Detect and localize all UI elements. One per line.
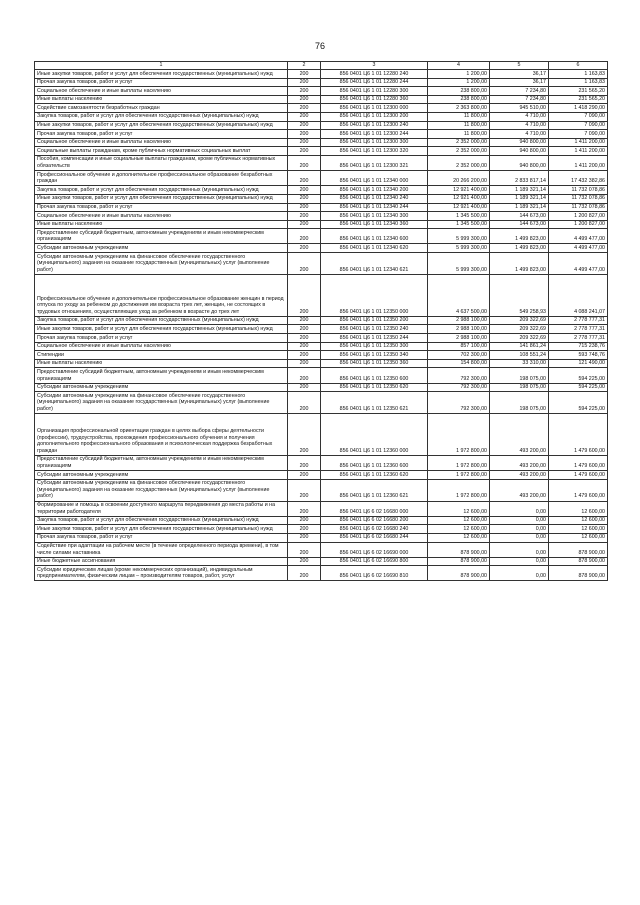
row-name: Закупка товаров, работ и услуг для обеспечения государственных (муниципальных) нужд (35, 112, 288, 121)
row-chapter: 200 (288, 186, 321, 195)
row-budget-code: 856 0401 Ц6 1 01 12300 300 (321, 138, 428, 147)
row-budget-code: 856 0401 Ц6 1 01 12350 340 (321, 351, 428, 360)
table-row (35, 542, 608, 557)
row-executed-amount: 1 189 321,14 (490, 186, 549, 195)
row-remaining-amount: 1 163,83 (549, 78, 608, 87)
row-remaining-amount: 11 732 078,86 (549, 186, 608, 195)
row-chapter: 200 (288, 212, 321, 221)
row-remaining-amount: 594 225,00 (549, 392, 608, 414)
table-row (35, 112, 608, 121)
row-chapter: 200 (288, 78, 321, 87)
row-executed-amount: 198 075,00 (490, 392, 549, 414)
row-budget-code: 856 0401 Ц6 1 01 12360 000 (321, 413, 428, 455)
row-planned-amount: 1 200,00 (428, 70, 490, 79)
row-remaining-amount: 1 479 600,00 (549, 455, 608, 470)
row-executed-amount: 0,00 (490, 525, 549, 534)
row-executed-amount: 1 189 321,14 (490, 203, 549, 212)
table-row (35, 471, 608, 480)
row-budget-code: 856 0401 Ц6 6 02 16680 200 (321, 516, 428, 525)
table-row (35, 351, 608, 360)
row-chapter: 200 (288, 383, 321, 392)
row-chapter: 200 (288, 516, 321, 525)
row-planned-amount: 792 300,00 (428, 368, 490, 383)
row-name: Субсидии автономным учреждениям (35, 383, 288, 392)
row-planned-amount: 11 800,00 (428, 121, 490, 130)
table-row (35, 253, 608, 275)
row-chapter: 200 (288, 70, 321, 79)
row-planned-amount: 238 800,00 (428, 87, 490, 96)
row-remaining-amount: 594 225,00 (549, 368, 608, 383)
row-remaining-amount: 4 499 477,00 (549, 253, 608, 275)
row-executed-amount: 940 800,00 (490, 138, 549, 147)
row-executed-amount: 209 322,69 (490, 316, 549, 325)
row-chapter: 200 (288, 479, 321, 501)
row-budget-code: 856 0401 Ц6 1 01 12340 621 (321, 253, 428, 275)
table-row (35, 203, 608, 212)
column-header: 4 (428, 62, 490, 70)
row-remaining-amount: 4 499 477,00 (549, 229, 608, 244)
row-name: Предоставление субсидий бюджетным, автономным учреждениям и иным некоммерческим организациям (35, 455, 288, 470)
row-budget-code: 856 0401 Ц6 1 01 12280 244 (321, 78, 428, 87)
row-budget-code: 856 0401 Ц6 1 01 12340 600 (321, 229, 428, 244)
row-budget-code: 856 0401 Ц6 6 02 16680 244 (321, 533, 428, 542)
row-remaining-amount: 12 600,00 (549, 525, 608, 534)
row-remaining-amount: 1 479 600,00 (549, 479, 608, 501)
row-budget-code: 856 0401 Ц6 1 01 12340 620 (321, 244, 428, 253)
row-chapter: 200 (288, 334, 321, 343)
row-chapter: 200 (288, 392, 321, 414)
table-row (35, 413, 608, 455)
row-chapter: 200 (288, 351, 321, 360)
row-budget-code: 856 0401 Ц6 6 02 16680 240 (321, 525, 428, 534)
table-row (35, 130, 608, 139)
row-name: Субсидии автономным учреждениям (35, 244, 288, 253)
row-remaining-amount: 7 090,00 (549, 121, 608, 130)
column-header: 6 (549, 62, 608, 70)
table-row (35, 525, 608, 534)
row-executed-amount: 493 200,00 (490, 455, 549, 470)
row-executed-amount: 144 673,00 (490, 220, 549, 229)
row-remaining-amount: 1 411 200,00 (549, 138, 608, 147)
row-chapter: 200 (288, 359, 321, 368)
row-budget-code: 856 0401 Ц6 6 02 16690 000 (321, 542, 428, 557)
row-budget-code: 856 0401 Ц6 1 01 12350 621 (321, 392, 428, 414)
table-row (35, 334, 608, 343)
table-row (35, 78, 608, 87)
row-name: Закупка товаров, работ и услуг для обеспечения государственных (муниципальных) нужд (35, 186, 288, 195)
row-budget-code: 856 0401 Ц6 1 01 12300 200 (321, 112, 428, 121)
row-planned-amount: 4 637 500,00 (428, 274, 490, 316)
row-budget-code: 856 0401 Ц6 1 01 12350 600 (321, 368, 428, 383)
row-executed-amount: 1 189 321,14 (490, 194, 549, 203)
table-row (35, 147, 608, 156)
table-row (35, 383, 608, 392)
row-budget-code: 856 0401 Ц6 1 01 12300 000 (321, 104, 428, 113)
row-executed-amount: 144 673,00 (490, 212, 549, 221)
row-remaining-amount: 1 418 290,00 (549, 104, 608, 113)
row-planned-amount: 5 999 300,00 (428, 244, 490, 253)
row-name: Формирование и помощь в освоении доступного маршрута передвижения до места работы и на территории работодателя (35, 501, 288, 516)
row-remaining-amount: 1 200 827,00 (549, 220, 608, 229)
row-planned-amount: 238 800,00 (428, 95, 490, 104)
row-budget-code: 856 0401 Ц6 1 01 12350 620 (321, 383, 428, 392)
table-row (35, 516, 608, 525)
row-planned-amount: 1 345 500,00 (428, 220, 490, 229)
row-budget-code: 856 0401 Ц6 1 01 12280 300 (321, 87, 428, 96)
row-planned-amount: 2 363 800,00 (428, 104, 490, 113)
table-row (35, 155, 608, 170)
row-executed-amount: 36,17 (490, 78, 549, 87)
row-remaining-amount: 12 600,00 (549, 501, 608, 516)
row-executed-amount: 198 075,00 (490, 368, 549, 383)
row-planned-amount: 1 200,00 (428, 78, 490, 87)
table-row (35, 212, 608, 221)
table-row (35, 87, 608, 96)
row-budget-code: 856 0401 Ц6 1 01 12350 244 (321, 334, 428, 343)
row-planned-amount: 2 988 100,00 (428, 316, 490, 325)
table-row (35, 138, 608, 147)
page-number: 76 (314, 41, 325, 51)
row-remaining-amount: 7 090,00 (549, 130, 608, 139)
row-name: Содействие самозанятости безработных граждан (35, 104, 288, 113)
row-planned-amount: 878 900,00 (428, 566, 490, 581)
row-remaining-amount: 1 200 827,00 (549, 212, 608, 221)
table-row (35, 455, 608, 470)
row-chapter: 200 (288, 138, 321, 147)
row-budget-code: 856 0401 Ц6 1 01 12360 620 (321, 471, 428, 480)
row-chapter: 200 (288, 501, 321, 516)
row-executed-amount: 4 710,00 (490, 112, 549, 121)
row-planned-amount: 12 921 400,00 (428, 203, 490, 212)
row-planned-amount: 11 800,00 (428, 130, 490, 139)
table-row (35, 194, 608, 203)
row-chapter: 200 (288, 147, 321, 156)
row-executed-amount: 493 200,00 (490, 479, 549, 501)
row-budget-code: 856 0401 Ц6 1 01 12300 321 (321, 155, 428, 170)
row-chapter: 200 (288, 274, 321, 316)
row-name: Социальное обеспечение и иные выплаты населению (35, 87, 288, 96)
column-header: 1 (35, 62, 288, 70)
row-name: Прочая закупка товаров, работ и услуг (35, 533, 288, 542)
row-chapter: 200 (288, 342, 321, 351)
row-planned-amount: 2 352 000,00 (428, 147, 490, 156)
row-chapter: 200 (288, 95, 321, 104)
row-chapter: 200 (288, 368, 321, 383)
row-chapter: 200 (288, 155, 321, 170)
row-name: Субсидии автономным учреждениям на финансовое обеспечение государственного (муниципального) задания на оказание государственных (муниципальных) услуг (выполнение работ) (35, 479, 288, 501)
row-chapter: 200 (288, 130, 321, 139)
row-remaining-amount: 7 090,00 (549, 112, 608, 121)
row-planned-amount: 20 266 200,00 (428, 171, 490, 186)
row-chapter: 200 (288, 244, 321, 253)
row-planned-amount: 1 972 800,00 (428, 479, 490, 501)
row-chapter: 200 (288, 557, 321, 566)
row-name: Иные выплаты населению (35, 220, 288, 229)
row-name: Иные бюджетные ассигнования (35, 557, 288, 566)
row-planned-amount: 2 988 100,00 (428, 334, 490, 343)
row-chapter: 200 (288, 121, 321, 130)
row-executed-amount: 945 510,00 (490, 104, 549, 113)
table-row (35, 533, 608, 542)
row-executed-amount: 1 499 823,00 (490, 244, 549, 253)
row-planned-amount: 154 800,00 (428, 359, 490, 368)
row-remaining-amount: 121 490,00 (549, 359, 608, 368)
row-chapter: 200 (288, 253, 321, 275)
row-name: Организация профессиональной ориентации граждан в целях выбора сферы деятельности (профессии), трудоустройства, прохождения профессионального обучения и получения дополнительного профессионального образования и психологическая поддержка безработных граждан (35, 413, 288, 455)
budget-table (34, 61, 608, 581)
row-executed-amount: 108 551,24 (490, 351, 549, 360)
row-planned-amount: 878 900,00 (428, 542, 490, 557)
table-row (35, 316, 608, 325)
row-name: Иные закупки товаров, работ и услуг для обеспечения государственных (муниципальных) нужд (35, 70, 288, 79)
row-name: Субсидии юридическим лицам (кроме некоммерческих организаций), индивидуальным предпринимателям, физическим лицам – производителям товаров, работ, услуг (35, 566, 288, 581)
row-planned-amount: 878 900,00 (428, 557, 490, 566)
row-name: Субсидии автономным учреждениям на финансовое обеспечение государственного (муниципального) задания на оказание государственных (муниципальных) услуг (выполнение работ) (35, 253, 288, 275)
row-name: Профессиональное обучение и дополнительное профессиональное образование безработных граждан (35, 171, 288, 186)
row-chapter: 200 (288, 542, 321, 557)
row-executed-amount: 0,00 (490, 566, 549, 581)
row-budget-code: 856 0401 Ц6 1 01 12350 240 (321, 325, 428, 334)
row-remaining-amount: 12 600,00 (549, 516, 608, 525)
row-budget-code: 856 0401 Ц6 1 01 12350 200 (321, 316, 428, 325)
row-planned-amount: 792 300,00 (428, 392, 490, 414)
table-row (35, 479, 608, 501)
row-planned-amount: 2 988 100,00 (428, 325, 490, 334)
table-row (35, 186, 608, 195)
row-budget-code: 856 0401 Ц6 1 01 12340 360 (321, 220, 428, 229)
column-header: 5 (490, 62, 549, 70)
row-planned-amount: 857 100,00 (428, 342, 490, 351)
row-name: Иные закупки товаров, работ и услуг для обеспечения государственных (муниципальных) нужд (35, 121, 288, 130)
row-budget-code: 856 0401 Ц6 1 01 12300 240 (321, 121, 428, 130)
row-chapter: 200 (288, 316, 321, 325)
row-chapter: 200 (288, 471, 321, 480)
row-budget-code: 856 0401 Ц6 1 01 12340 000 (321, 171, 428, 186)
row-budget-code: 856 0401 Ц6 6 02 16690 810 (321, 566, 428, 581)
table-row (35, 368, 608, 383)
row-planned-amount: 11 800,00 (428, 112, 490, 121)
row-executed-amount: 209 322,69 (490, 325, 549, 334)
table-row (35, 121, 608, 130)
row-planned-amount: 1 972 800,00 (428, 455, 490, 470)
column-header: 3 (321, 62, 428, 70)
row-chapter: 200 (288, 533, 321, 542)
row-remaining-amount: 231 565,20 (549, 87, 608, 96)
row-remaining-amount: 878 900,00 (549, 557, 608, 566)
row-budget-code: 856 0401 Ц6 1 01 12340 200 (321, 186, 428, 195)
table-row (35, 359, 608, 368)
row-budget-code: 856 0401 Ц6 1 01 12280 360 (321, 95, 428, 104)
row-chapter: 200 (288, 171, 321, 186)
row-executed-amount: 0,00 (490, 533, 549, 542)
row-chapter: 200 (288, 325, 321, 334)
row-name: Прочая закупка товаров, работ и услуг (35, 203, 288, 212)
row-name: Предоставление субсидий бюджетным, автономным учреждениям и иным некоммерческим организациям (35, 368, 288, 383)
table-row (35, 566, 608, 581)
row-executed-amount: 940 800,00 (490, 155, 549, 170)
row-chapter: 200 (288, 87, 321, 96)
table-row (35, 229, 608, 244)
row-name: Иные выплаты населению (35, 95, 288, 104)
row-name: Профессиональное обучение и дополнительное профессиональное образование женщин в период отпуска по уходу за ребенком до достижения им возраста трех лет, женщин, не состоящих в трудовых отношениях, осуществляющих уход за ребенком в возрасте до трех лет (35, 274, 288, 316)
row-remaining-amount: 1 163,83 (549, 70, 608, 79)
row-executed-amount: 141 861,24 (490, 342, 549, 351)
row-remaining-amount: 593 748,76 (549, 351, 608, 360)
row-budget-code: 856 0401 Ц6 1 01 12350 300 (321, 342, 428, 351)
row-planned-amount: 12 600,00 (428, 525, 490, 534)
table-row (35, 501, 608, 516)
row-name: Социальное обеспечение и иные выплаты населению (35, 342, 288, 351)
row-remaining-amount: 4 499 477,00 (549, 244, 608, 253)
row-planned-amount: 12 600,00 (428, 533, 490, 542)
row-planned-amount: 2 352 000,00 (428, 138, 490, 147)
table-row (35, 557, 608, 566)
row-name: Стипендии (35, 351, 288, 360)
row-name: Субсидии автономным учреждениям на финансовое обеспечение государственного (муниципального) задания на оказание государственных (муниципальных) услуг (выполнение работ) (35, 392, 288, 414)
column-header: 2 (288, 62, 321, 70)
row-remaining-amount: 1 479 600,00 (549, 471, 608, 480)
row-executed-amount: 1 499 823,00 (490, 253, 549, 275)
row-executed-amount: 2 833 817,14 (490, 171, 549, 186)
row-planned-amount: 12 921 400,00 (428, 194, 490, 203)
row-budget-code: 856 0401 Ц6 1 01 12340 240 (321, 194, 428, 203)
row-planned-amount: 702 300,00 (428, 351, 490, 360)
row-name: Социальные выплаты гражданам, кроме публичных нормативных социальных выплат (35, 147, 288, 156)
row-remaining-amount: 2 778 777,31 (549, 334, 608, 343)
row-remaining-amount: 11 732 078,86 (549, 194, 608, 203)
row-chapter: 200 (288, 413, 321, 455)
row-name: Прочая закупка товаров, работ и услуг (35, 334, 288, 343)
row-executed-amount: 209 322,69 (490, 334, 549, 343)
row-remaining-amount: 12 600,00 (549, 533, 608, 542)
table-row (35, 244, 608, 253)
row-planned-amount: 12 600,00 (428, 501, 490, 516)
table-row (35, 325, 608, 334)
row-remaining-amount: 715 238,76 (549, 342, 608, 351)
row-budget-code: 856 0401 Ц6 1 01 12280 240 (321, 70, 428, 79)
row-executed-amount: 493 200,00 (490, 413, 549, 455)
row-remaining-amount: 4 088 241,07 (549, 274, 608, 316)
row-executed-amount: 36,17 (490, 70, 549, 79)
row-remaining-amount: 878 900,00 (549, 566, 608, 581)
row-budget-code: 856 0401 Ц6 1 01 12340 244 (321, 203, 428, 212)
row-budget-code: 856 0401 Ц6 1 01 12340 300 (321, 212, 428, 221)
row-chapter: 200 (288, 229, 321, 244)
row-remaining-amount: 1 411 200,00 (549, 147, 608, 156)
row-budget-code: 856 0401 Ц6 6 02 16680 000 (321, 501, 428, 516)
row-planned-amount: 2 352 000,00 (428, 155, 490, 170)
row-chapter: 200 (288, 566, 321, 581)
row-planned-amount: 12 921 400,00 (428, 186, 490, 195)
row-budget-code: 856 0401 Ц6 1 01 12350 000 (321, 274, 428, 316)
table-row (35, 274, 608, 316)
row-budget-code: 856 0401 Ц6 1 01 12300 320 (321, 147, 428, 156)
row-chapter: 200 (288, 455, 321, 470)
row-name: Социальное обеспечение и иные выплаты населению (35, 212, 288, 221)
row-executed-amount: 7 234,80 (490, 95, 549, 104)
row-executed-amount: 549 258,93 (490, 274, 549, 316)
row-name: Иные закупки товаров, работ и услуг для обеспечения государственных (муниципальных) нужд (35, 194, 288, 203)
row-remaining-amount: 17 432 382,86 (549, 171, 608, 186)
row-name: Прочая закупка товаров, работ и услуг (35, 78, 288, 87)
row-chapter: 200 (288, 220, 321, 229)
row-name: Прочая закупка товаров, работ и услуг (35, 130, 288, 139)
row-remaining-amount: 878 900,00 (549, 542, 608, 557)
table-row (35, 342, 608, 351)
row-executed-amount: 0,00 (490, 542, 549, 557)
row-name: Субсидии автономным учреждениям (35, 471, 288, 480)
row-name: Пособия, компенсации и иные социальные выплаты гражданам, кроме публичных нормативных обязательств (35, 155, 288, 170)
table-row (35, 70, 608, 79)
row-planned-amount: 792 300,00 (428, 383, 490, 392)
row-name: Иные выплаты населению (35, 359, 288, 368)
table-row (35, 95, 608, 104)
row-name: Социальное обеспечение и иные выплаты населению (35, 138, 288, 147)
row-name: Иные закупки товаров, работ и услуг для обеспечения государственных (муниципальных) нужд (35, 325, 288, 334)
row-remaining-amount: 1 479 600,00 (549, 413, 608, 455)
table-row (35, 171, 608, 186)
row-executed-amount: 940 800,00 (490, 147, 549, 156)
row-executed-amount: 198 075,00 (490, 383, 549, 392)
row-planned-amount: 1 972 800,00 (428, 413, 490, 455)
table-header-row (35, 62, 608, 70)
row-remaining-amount: 1 411 200,00 (549, 155, 608, 170)
table-row (35, 392, 608, 414)
row-executed-amount: 7 234,80 (490, 87, 549, 96)
row-planned-amount: 12 600,00 (428, 516, 490, 525)
row-name: Иные закупки товаров, работ и услуг для обеспечения государственных (муниципальных) нужд (35, 525, 288, 534)
row-remaining-amount: 594 225,00 (549, 383, 608, 392)
row-chapter: 200 (288, 112, 321, 121)
row-remaining-amount: 2 778 777,31 (549, 325, 608, 334)
table-row (35, 104, 608, 113)
row-planned-amount: 5 999 300,00 (428, 253, 490, 275)
row-budget-code: 856 0401 Ц6 1 01 12300 244 (321, 130, 428, 139)
row-chapter: 200 (288, 104, 321, 113)
row-executed-amount: 4 710,00 (490, 130, 549, 139)
row-budget-code: 856 0401 Ц6 1 01 12350 360 (321, 359, 428, 368)
row-remaining-amount: 231 565,20 (549, 95, 608, 104)
row-executed-amount: 0,00 (490, 501, 549, 516)
row-name: Закупка товаров, работ и услуг для обеспечения государственных (муниципальных) нужд (35, 316, 288, 325)
row-budget-code: 856 0401 Ц6 6 02 16690 800 (321, 557, 428, 566)
row-name: Закупка товаров, работ и услуг для обеспечения государственных (муниципальных) нужд (35, 516, 288, 525)
row-planned-amount: 5 999 300,00 (428, 229, 490, 244)
row-executed-amount: 33 310,00 (490, 359, 549, 368)
row-chapter: 200 (288, 194, 321, 203)
row-planned-amount: 1 972 800,00 (428, 471, 490, 480)
row-executed-amount: 4 710,00 (490, 121, 549, 130)
row-name: Предоставление субсидий бюджетным, автономным учреждениям и иным некоммерческим организациям (35, 229, 288, 244)
row-remaining-amount: 2 778 777,31 (549, 316, 608, 325)
row-remaining-amount: 11 732 078,86 (549, 203, 608, 212)
row-chapter: 200 (288, 525, 321, 534)
row-budget-code: 856 0401 Ц6 1 01 12360 600 (321, 455, 428, 470)
row-budget-code: 856 0401 Ц6 1 01 12360 621 (321, 479, 428, 501)
row-executed-amount: 1 499 823,00 (490, 229, 549, 244)
row-executed-amount: 0,00 (490, 557, 549, 566)
row-executed-amount: 493 200,00 (490, 471, 549, 480)
row-executed-amount: 0,00 (490, 516, 549, 525)
row-name: Содействие при адаптации на рабочем месте (в течение определенного периода времени), в том числе силами наставника (35, 542, 288, 557)
row-planned-amount: 1 345 500,00 (428, 212, 490, 221)
row-chapter: 200 (288, 203, 321, 212)
table-row (35, 220, 608, 229)
